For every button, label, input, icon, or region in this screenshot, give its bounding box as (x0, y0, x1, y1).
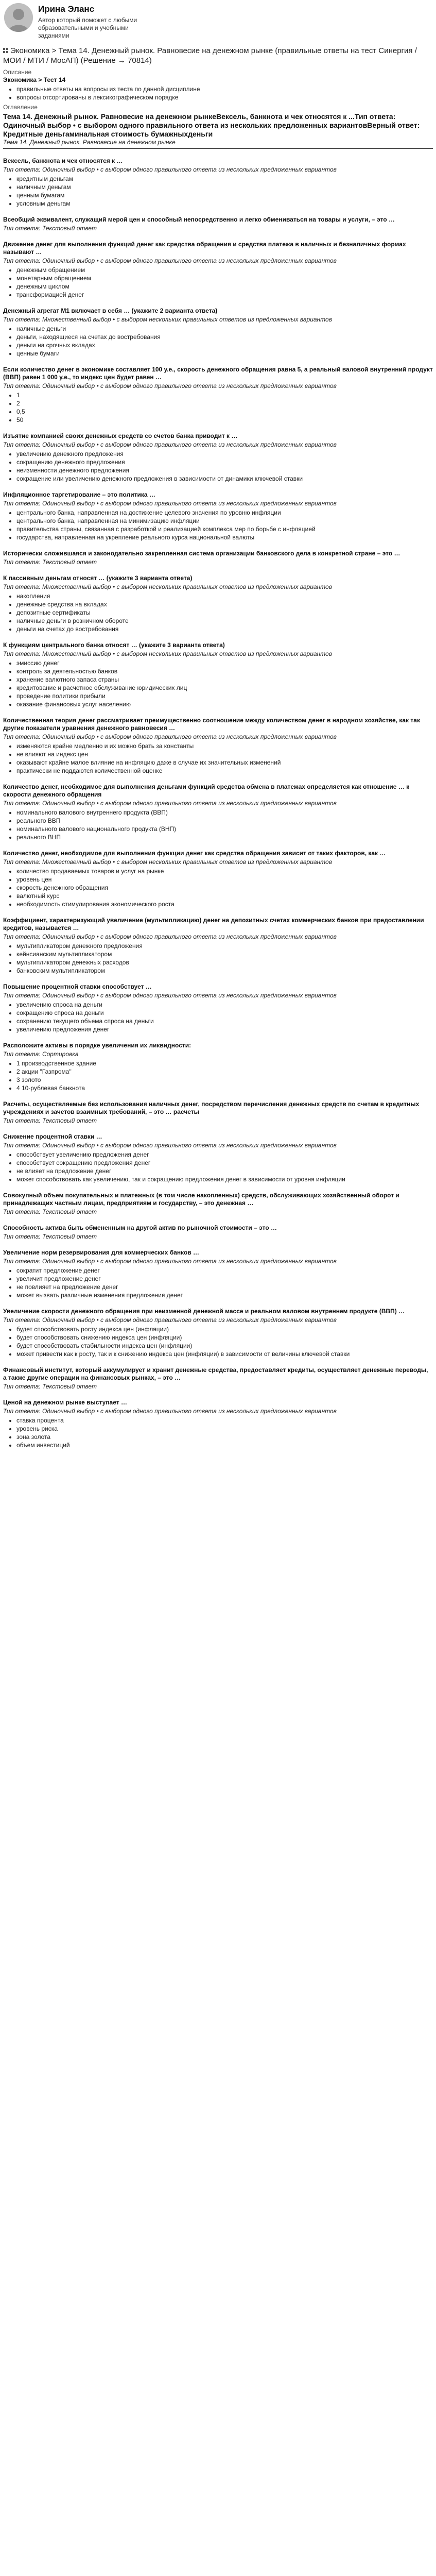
answer-option: • 1 (16, 391, 433, 399)
answer-option: • кредитование и расчетное обслуживание юридических лиц (16, 684, 433, 692)
answer-options (3, 867, 433, 908)
question-title: Движение денег для выполнения функций денег как средства обращения и средства платежа в наличных и безналичных формах называют … (3, 241, 406, 256)
answer-option: • кейнсианским мультипликатором (16, 950, 433, 958)
answer-option: • необходимость стимулирования экономического роста (16, 900, 433, 908)
author-header (0, 0, 436, 45)
answer-option: • валютный курс (16, 892, 433, 900)
answer-option: • 1 производственное здание (16, 1059, 433, 1067)
answer-options (3, 659, 433, 708)
answer-option: • может вызвать различные изменения предложения денег (16, 1291, 433, 1299)
question-title: Увеличение скорости денежного обращения при неизменной денежной массе и реальном валовом внутреннем продукте (ВВП) … (3, 1308, 405, 1315)
question-block (0, 841, 436, 908)
answer-option: • наличные деньги (16, 325, 433, 333)
answer-option: • хранение валютного запаса страны (16, 675, 433, 684)
answer-option: • не повлияет на предложение денег (16, 1283, 433, 1291)
question-title: Если количество денег в экономике составляет 100 у.е., скорость денежного обращения равна 5, а реальный валовой внутренний продукт (ВВП) равен 1 000 у.е., то индекс цен будет равен … (3, 366, 433, 381)
answer-option: • деньги на срочных вкладах (16, 341, 433, 349)
answer-option: • не влияют на индекс цен (16, 750, 433, 758)
answer-options (3, 450, 433, 483)
answer-type: Тип ответа: Текстовый ответ (3, 1233, 97, 1240)
answer-options (3, 266, 433, 299)
answer-option: • уровень цен (16, 875, 433, 884)
answer-option: • может привести как к росту, так и к снижению индекса цен (инфляции) в зависимости от величины ключевой ставки (16, 1350, 433, 1358)
answer-option: • увеличит предложение денег (16, 1275, 433, 1283)
question-title: Ценой на денежном рынке выступает … (3, 1399, 127, 1406)
answer-option: • номинального валового национального продукта (ВНП) (16, 825, 433, 833)
answer-options (3, 1059, 433, 1092)
question-title: Увеличение норм резервирования для коммерческих банков … (3, 1249, 200, 1256)
answer-type: Тип ответа: Сортировка (3, 1050, 79, 1058)
answer-option: • монетарным обращением (16, 274, 433, 282)
description-bullets (3, 85, 433, 101)
answer-option: • 50 (16, 416, 433, 424)
answer-option: • 4 10-рублевая банкнота (16, 1084, 433, 1092)
answer-type: Тип ответа: Одиночный выбор • с выбором одного правильного ответа из нескольких предложенных вариантов (3, 1142, 337, 1149)
answer-option: • денежным циклом (16, 282, 433, 291)
answer-options (3, 1325, 433, 1358)
question-title: Количественная теория денег рассматривает преимущественно соотношение между количеством денег в народном хозяйстве, как так другие показатели уравнения денежного равновесия … (3, 717, 420, 732)
answer-option: • изменяются крайне медленно и их можно брать за константы (16, 742, 433, 750)
answer-option: • способствует увеличению предложения денег (16, 1150, 433, 1159)
answer-option: • деньги на счетах до востребования (16, 625, 433, 633)
question-title: Исторически сложившаяся и законодательно закрепленная система организации банковского дела в конкретной стране – это … (3, 550, 400, 557)
answer-options (3, 808, 433, 841)
question-block (0, 208, 436, 232)
question-block (0, 149, 436, 208)
question-title: Способность актива быть обмененным на другой актив по рыночной стоимости – это … (3, 1224, 277, 1231)
answer-type: Тип ответа: Множественный выбор • с выбором нескольких правильных ответов из предложенных вариантов (3, 583, 332, 590)
question-block (0, 358, 436, 424)
answer-option: • реального ВНП (16, 833, 433, 841)
answer-option: • не влияет на предложение денег (16, 1167, 433, 1175)
answer-options (3, 592, 433, 633)
answer-option: • 2 (16, 399, 433, 408)
answer-option: • сократит предложение денег (16, 1266, 433, 1275)
question-block (0, 483, 436, 541)
question-block (0, 633, 436, 708)
answer-option: • 0,5 (16, 408, 433, 416)
answer-option: • уровень риска (16, 1425, 433, 1433)
answer-options (3, 325, 433, 358)
question-block (0, 975, 436, 1033)
answer-option: • центрального банка, направленная на минимизацию инфляции (16, 517, 433, 525)
author-name[interactable]: Ирина Эланс (38, 4, 95, 14)
breadcrumb-text[interactable]: Экономика > Тема 14. Денежный рынок. Равновесие на денежном рынке (правильные ответы на тест Синергия / МОИ / МТИ / МосАП) (Решение → 70814) (3, 46, 417, 65)
answer-options (3, 509, 433, 541)
answer-option: • 2 акции "Газпрома" (16, 1067, 433, 1076)
question-block (0, 775, 436, 841)
answer-option: • объем инвестиций (16, 1441, 433, 1449)
answer-option: • наличным деньгам (16, 183, 433, 191)
question-block (0, 1092, 436, 1125)
question-block (0, 541, 436, 566)
answer-option: • номинального валового внутреннего продукта (ВВП) (16, 808, 433, 817)
answer-type: Тип ответа: Текстовый ответ (3, 225, 97, 232)
answer-type: Тип ответа: Множественный выбор • с выбором нескольких правильных ответов из предложенных вариантов (3, 858, 332, 866)
answer-option: • трансформацией денег (16, 291, 433, 299)
answer-option: • ценным бумагам (16, 191, 433, 199)
answer-option: • условным деньгам (16, 199, 433, 208)
answer-option: • денежные средства на вкладах (16, 600, 433, 608)
question-title: Расчеты, осуществляемые без использования наличных денег, посредством перечисления денежных средств по счетам в кредитных учреждениях и зачетов взаимных требований, – это … расчеты (3, 1100, 420, 1115)
question-block (0, 299, 436, 358)
answer-option: • наличные деньги в розничном обороте (16, 617, 433, 625)
question-block (0, 1391, 436, 1449)
answer-option: • сокращению спроса на деньги (16, 1009, 433, 1017)
answer-option: • будет способствовать росту индекса цен (инфляции) (16, 1325, 433, 1333)
question-title: Инфляционное таргетирование – это политика … (3, 491, 155, 498)
answer-type: Тип ответа: Текстовый ответ (3, 1117, 97, 1124)
contents-label: Оглавление (3, 104, 38, 111)
answer-options (3, 391, 433, 424)
contents-section (0, 104, 436, 146)
answer-option: • оказывают крайне малое влияние на инфляцию даже в случае их значительных изменений (16, 758, 433, 767)
answer-option: • оказание финансовых услуг населению (16, 700, 433, 708)
answer-type: Тип ответа: Одиночный выбор • с выбором одного правильного ответа из нескольких предложенных вариантов (3, 441, 337, 448)
question-block (0, 1299, 436, 1358)
answer-option: • количество продаваемых товаров и услуг на рынке (16, 867, 433, 875)
answer-option: • проведение политики прибыли (16, 692, 433, 700)
answer-type: Тип ответа: Одиночный выбор • с выбором одного правильного ответа из нескольких предложенных вариантов (3, 992, 337, 999)
author-info (38, 3, 141, 40)
question-block (0, 232, 436, 299)
answer-type: Тип ответа: Одиночный выбор • с выбором одного правильного ответа из нескольких предложенных вариантов (3, 933, 337, 940)
answer-option: • накопления (16, 592, 433, 600)
answer-type: Тип ответа: Множественный выбор • с выбором нескольких правильных ответов из предложенных вариантов (3, 650, 332, 657)
answer-options (3, 1001, 433, 1033)
answer-option: • кредитным деньгам (16, 175, 433, 183)
description-bullet: • вопросы отсортированы в лексикографическом порядке (16, 93, 433, 101)
question-title: К пассивным деньгам относят … (укажите 3 варианта ответа) (3, 574, 193, 582)
answer-option: • контроль за деятельностью банков (16, 667, 433, 675)
answer-option: • может способствовать как увеличению, так и сокращению предложения денег в зависимости от уровня инфляции (16, 1175, 433, 1183)
author-avatar[interactable] (4, 3, 33, 32)
answer-option: • увеличению предложения денег (16, 1025, 433, 1033)
answer-option: • деньги, находящиеся на счетах до востребования (16, 333, 433, 341)
answer-option: • способствует сокращению предложения денег (16, 1159, 433, 1167)
question-block (0, 1241, 436, 1299)
question-block (0, 908, 436, 975)
answer-option: • сокращению денежного предложения (16, 458, 433, 466)
question-block (0, 1033, 436, 1092)
questions-list (0, 149, 436, 1449)
contents-title: Тема 14. Денежный рынок. Равновесие на денежном рынкеВексель, банкнота и чек относятся к ...Тип ответа: Одиночный выбор • с выбором одного правильного ответа из нескольких предложенных вариантовВерный ответ: Кредитные деньгаминальная стоимость бумажныхденьги (3, 112, 420, 138)
question-title: Всеобщий эквивалент, служащий мерой цен и способный непосредственно и легко обмениваться на товары и услуги, – это … (3, 216, 395, 223)
author-description: Автор который поможет с любыми образовательными и учебными заданиями (38, 16, 137, 39)
answer-option: • государства, направленная на укрепление реального курса национальной валюты (16, 533, 433, 541)
answer-options (3, 742, 433, 775)
answer-type: Тип ответа: Одиночный выбор • с выбором одного правильного ответа из нескольких предложенных вариантов (3, 1316, 337, 1324)
answer-option: • мультипликатором денежных расходов (16, 958, 433, 967)
answer-option: • ставка процента (16, 1416, 433, 1425)
answer-options (3, 175, 433, 208)
answer-type: Тип ответа: Одиночный выбор • с выбором одного правильного ответа из нескольких предложенных вариантов (3, 1408, 337, 1415)
question-title: Повышение процентной ставки способствует … (3, 983, 152, 990)
answer-type: Тип ответа: Одиночный выбор • с выбором одного правильного ответа из нескольких предложенных вариантов (3, 382, 337, 389)
question-block (0, 708, 436, 775)
answer-option: • депозитные сертификаты (16, 608, 433, 617)
answer-option: • денежным обращением (16, 266, 433, 274)
avatar-image (4, 3, 33, 32)
question-title: К функциям центрального банка относят … (укажите 3 варианта ответа) (3, 641, 225, 649)
question-block (0, 1183, 436, 1216)
answer-option: • 3 золото (16, 1076, 433, 1084)
answer-option: • сокращение или увеличению денежного предложения в зависимости от динамики ключевой ставки (16, 474, 433, 483)
answer-option: • реального ВВП (16, 817, 433, 825)
answer-type: Тип ответа: Одиночный выбор • с выбором одного правильного ответа из нескольких предложенных вариантов (3, 166, 337, 173)
answer-option: • мультипликатором денежного предложения (16, 942, 433, 950)
answer-options (3, 1416, 433, 1449)
grid-icon (3, 48, 8, 53)
answer-type: Тип ответа: Текстовый ответ (3, 1208, 97, 1215)
breadcrumb (0, 45, 436, 66)
answer-option: • центрального банка, направленная на достижение целевого значения по уровню инфляции (16, 509, 433, 517)
answer-type: Тип ответа: Одиночный выбор • с выбором одного правильного ответа из нескольких предложенных вариантов (3, 1258, 337, 1265)
answer-type: Тип ответа: Текстовый ответ (3, 558, 97, 566)
answer-option: • эмиссию денег (16, 659, 433, 667)
question-block (0, 424, 436, 483)
question-title: Изъятие компанией своих денежных средств со счетов банка приводит к … (3, 432, 238, 439)
question-title: Совокупный объем покупательных и платежных (в том числе накопленных) средств, обслуживающих хозяйственный оборот и принадлежащих частным лицам, предприятиям и государству, – это денежная … (3, 1192, 399, 1207)
question-title: Количество денег, необходимое для выполнения деньгами функций средства обмена в платежах определяется как отношение … к скорости денежного обращения (3, 783, 410, 798)
question-title: Вексель, банкнота и чек относятся к … (3, 157, 123, 164)
question-title: Финансовый институт, который аккумулирует и хранит денежные средства, предоставляет кредиты, осуществляет денежные переводы, а также другие операции на финансовых рынках, – это … (3, 1366, 428, 1381)
answer-option: • банковским мультипликатором (16, 967, 433, 975)
description-section (0, 69, 436, 101)
answer-option: • сохранению текущего объема спроса на деньги (16, 1017, 433, 1025)
answer-option: • ценные бумаги (16, 349, 433, 358)
answer-option: • скорость денежного обращения (16, 884, 433, 892)
question-title: Расположите активы в порядке увеличения их ликвидности: (3, 1042, 191, 1049)
answer-type: Тип ответа: Одиночный выбор • с выбором одного правильного ответа из нескольких предложенных вариантов (3, 800, 337, 807)
question-block (0, 1216, 436, 1241)
answer-option: • неизменности денежного предложения (16, 466, 433, 474)
answer-options (3, 1150, 433, 1183)
answer-option: • будет способствовать снижению индекса цен (инфляции) (16, 1333, 433, 1342)
question-title: Снижение процентной ставки … (3, 1133, 102, 1140)
question-block (0, 1125, 436, 1183)
answer-option: • зона золота (16, 1433, 433, 1441)
answer-option: • практически не поддаются количественной оценке (16, 767, 433, 775)
question-block (0, 566, 436, 633)
contents-subtitle: Тема 14. Денежный рынок. Равновесие на денежном рынке (3, 139, 176, 146)
description-bullet: • правильные ответы на вопросы из теста по данной дисциплине (16, 85, 433, 93)
answer-option: • увеличению денежного предложения (16, 450, 433, 458)
question-title: Денежный агрегат М1 включает в себя … (укажите 2 варианта ответа) (3, 307, 218, 314)
description-value: Экономика > Тест 14 (3, 76, 66, 83)
description-label: Описание (3, 69, 32, 76)
question-title: Коэффициент, характеризующий увеличение (мультипликацию) денег на депозитных счетах коммерческих банков при предоставлении кредитов, называется … (3, 917, 424, 931)
answer-type: Тип ответа: Одиночный выбор • с выбором одного правильного ответа из нескольких предложенных вариантов (3, 257, 337, 264)
answer-option: • правительства страны, связанная с разработкой и реализацией комплекса мер по борьбе с инфляцией (16, 525, 433, 533)
answer-option: • будет способствовать стабильности индекса цен (инфляции) (16, 1342, 433, 1350)
answer-type: Тип ответа: Множественный выбор • с выбором нескольких правильных ответов из предложенных вариантов (3, 316, 332, 323)
question-title: Количество денег, необходимое для выполнения функции денег как средства обращения зависит от таких факторов, как … (3, 850, 386, 857)
answer-options (3, 942, 433, 975)
question-block (0, 1358, 436, 1391)
answer-type: Тип ответа: Одиночный выбор • с выбором одного правильного ответа из нескольких предложенных вариантов (3, 500, 337, 507)
answer-option: • увеличению спроса на деньги (16, 1001, 433, 1009)
answer-options (3, 1266, 433, 1299)
answer-type: Тип ответа: Одиночный выбор • с выбором одного правильного ответа из нескольких предложенных вариантов (3, 733, 337, 740)
answer-type: Тип ответа: Текстовый ответ (3, 1383, 97, 1390)
